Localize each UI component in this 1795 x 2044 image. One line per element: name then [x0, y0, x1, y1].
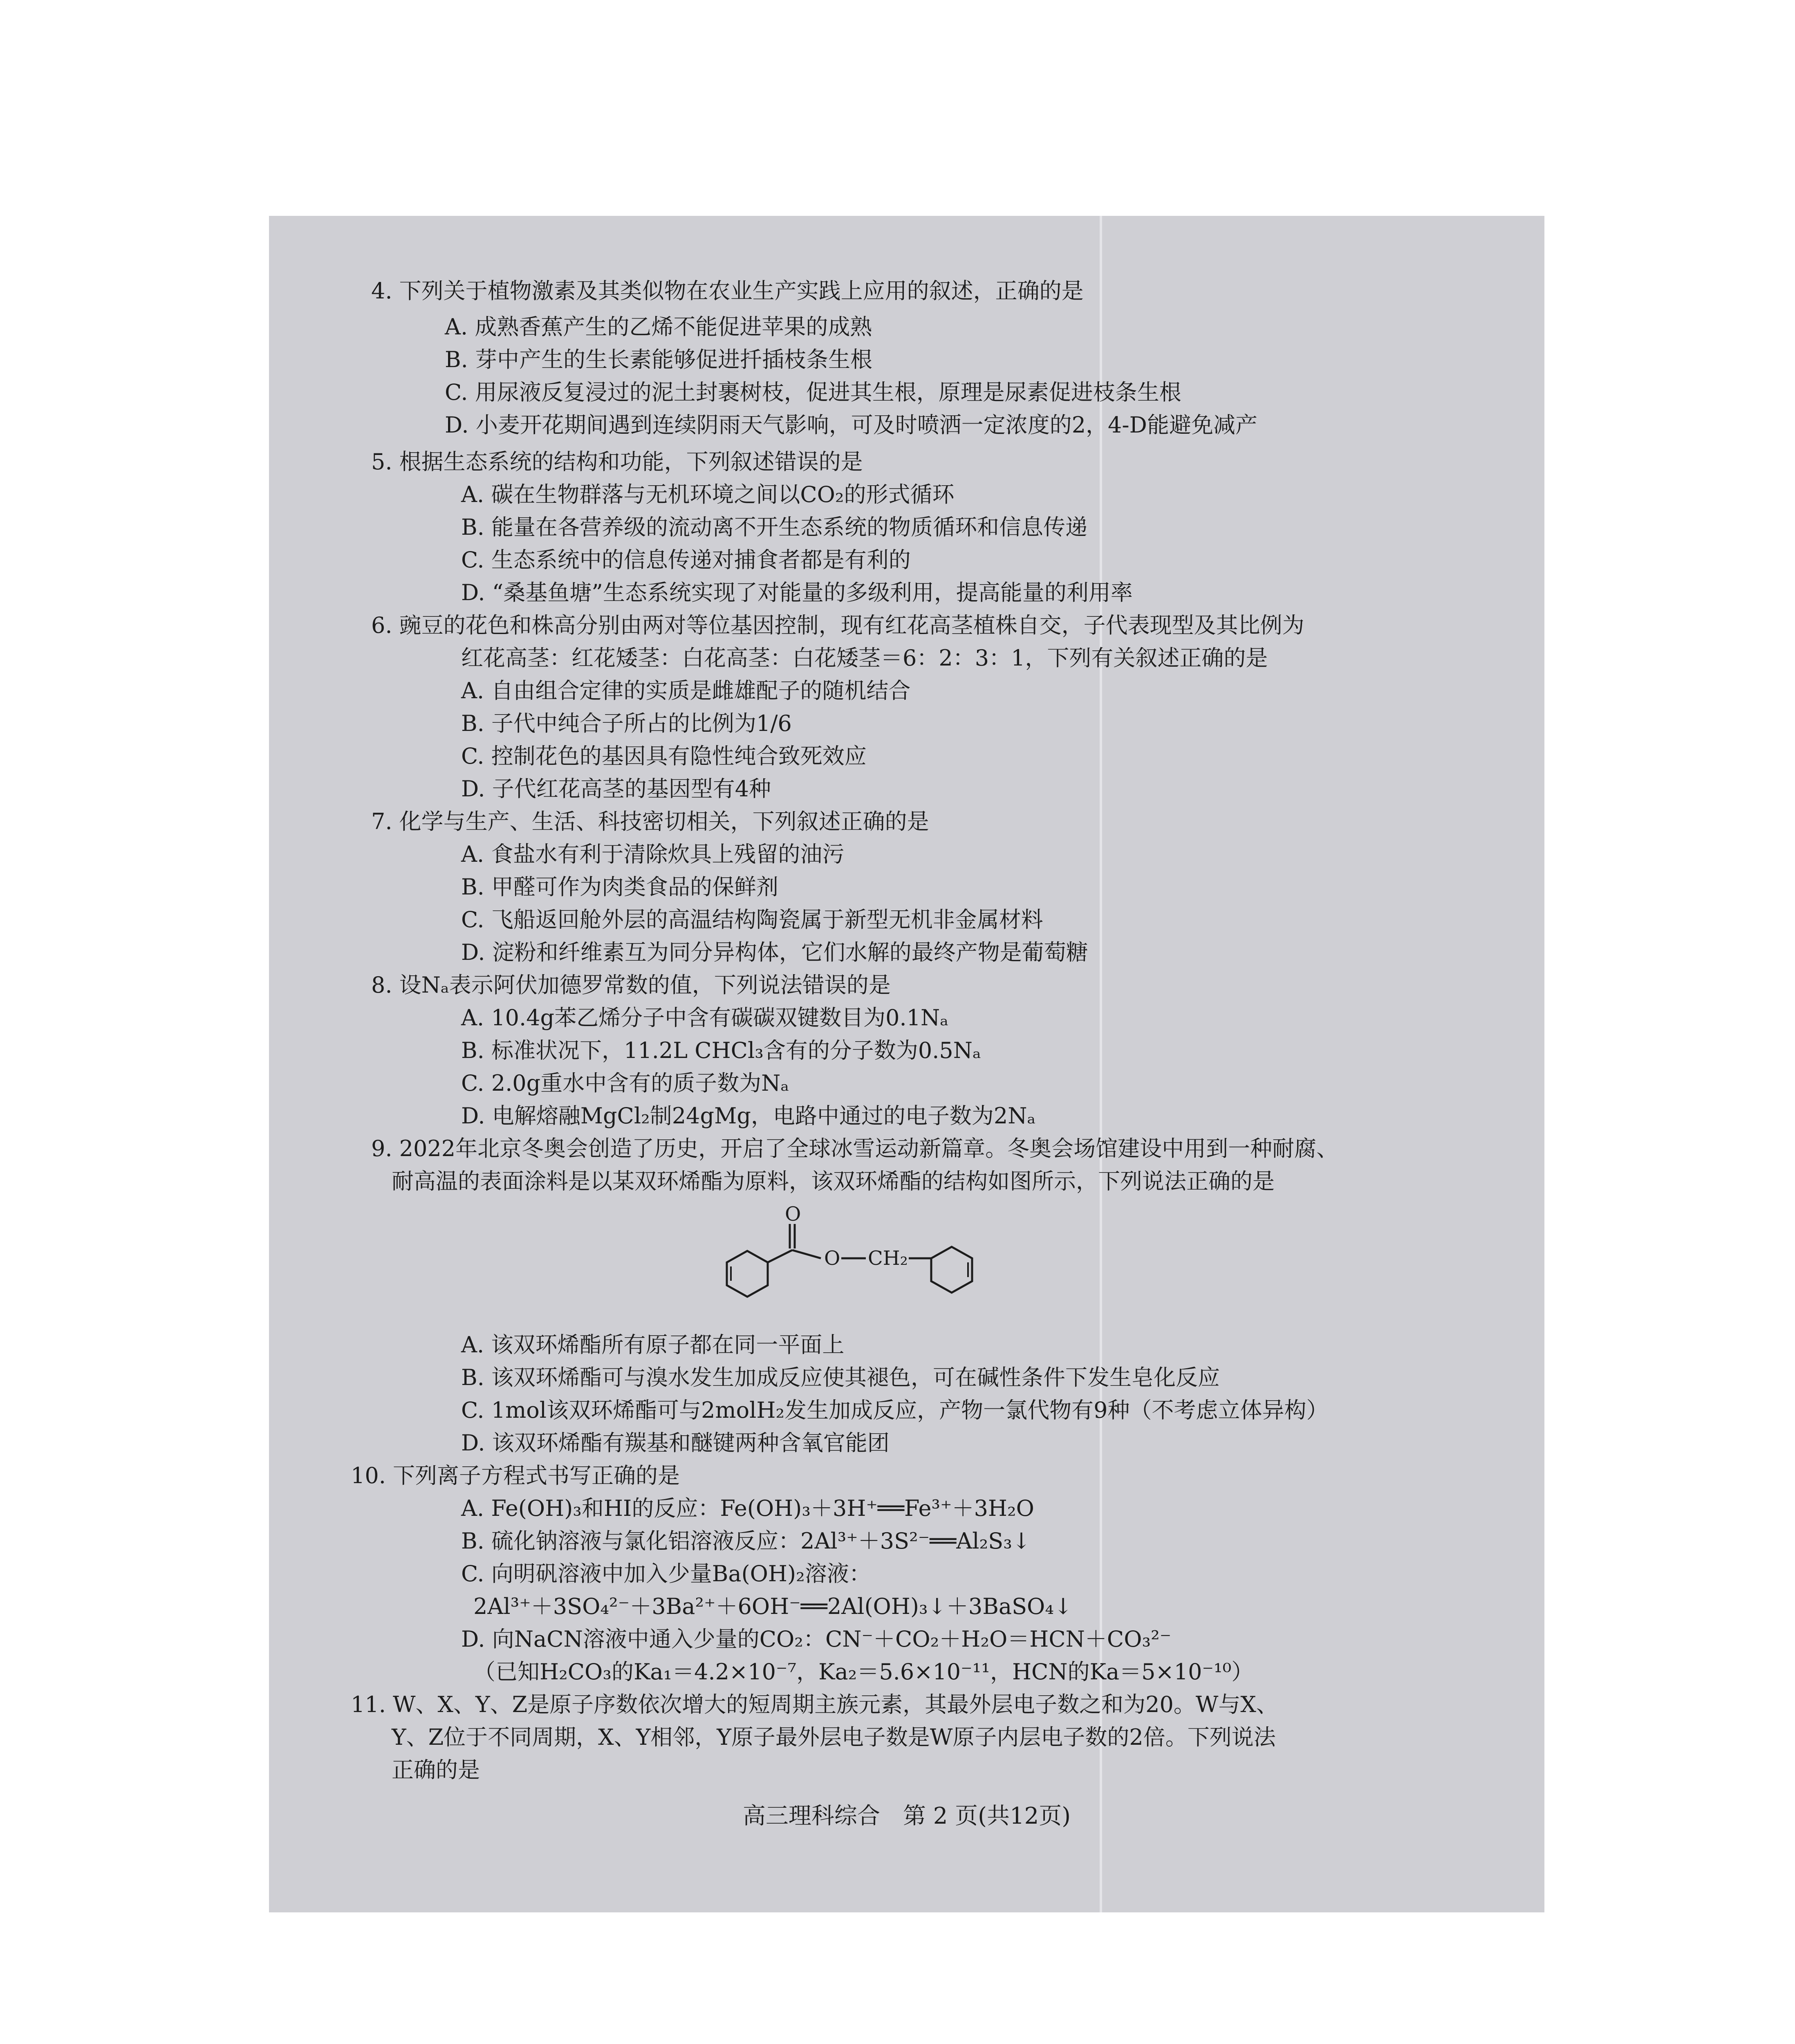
question-5-option-c: C. 生态系统中的信息传递对捕食者都是有利的	[461, 547, 911, 573]
question-7-option-b: B. 甲醛可作为肉类食品的保鲜剂	[461, 874, 779, 900]
question-10-option-a: A. Fe(OH)₃和HI的反应：Fe(OH)₃＋3H⁺══Fe³⁺＋3H₂O	[461, 1495, 1034, 1521]
question-7-stem: 7. 化学与生产、生活、科技密切相关，下列叙述正确的是	[371, 809, 929, 834]
page-footer: 高三理科综合 第 2 页(共12页)	[742, 1803, 1071, 1829]
question-4-option-c: C. 用尿液反复浸过的泥土封裹树枝，促进其生根，原理是尿素促进枝条生根	[445, 379, 1181, 405]
question-10-stem: 10. 下列离子方程式书写正确的是	[351, 1463, 680, 1488]
question-11-stem: 11. W、X、Y、Z是原子序数依次增大的短周期主族元素，其最外层电子数之和为20。W与X、	[351, 1692, 1278, 1717]
carbonyl-oxygen-label: O	[785, 1205, 801, 1226]
question-5-option-b: B. 能量在各营养级的流动离不开生态系统的物质循环和信息传递	[461, 514, 1088, 540]
question-5-stem: 5. 根据生态系统的结构和功能，下列叙述错误的是	[371, 449, 863, 475]
question-6-option-a: A. 自由组合定律的实质是雌雄配子的随机结合	[461, 678, 911, 704]
question-10-option-d-note: （已知H₂CO₃的Ka₁＝4.2×10⁻⁷，Ka₂＝5.6×10⁻¹¹，HCN的Ka＝5×10⁻¹⁰）	[473, 1659, 1254, 1685]
question-9-stem-continued: 耐高温的表面涂料是以某双环烯酯为原料，该双环烯酯的结构如图所示，下列说法正确的是	[392, 1168, 1275, 1194]
question-9-option-d: D. 该双环烯酯有羰基和醚键两种含氧官能团	[461, 1430, 890, 1456]
ester-oxygen-label: O	[824, 1247, 840, 1270]
question-6-option-d: D. 子代红花高茎的基因型有4种	[461, 776, 771, 802]
question-7-option-c: C. 飞船返回舱外层的高温结构陶瓷属于新型无机非金属材料	[461, 907, 1043, 932]
question-5-option-a: A. 碳在生物群落与无机环境之间以CO₂的形式循环	[461, 482, 955, 507]
bicyclic-ester-structure	[702, 1205, 1193, 1328]
question-7-option-d: D. 淀粉和纤维素互为同分异构体，它们水解的最终产物是葡萄糖	[461, 939, 1088, 965]
exam-page	[269, 216, 1544, 1912]
question-10-option-c-equation: 2Al³⁺＋3SO₄²⁻＋3Ba²⁺＋6OH⁻══2Al(OH)₃↓＋3BaSO₄↓	[473, 1594, 1073, 1619]
question-9-option-a: A. 该双环烯酯所有原子都在同一平面上	[461, 1332, 845, 1358]
question-4-stem: 4. 下列关于植物激素及其类似物在农业生产实践上应用的叙述，正确的是	[371, 278, 1084, 304]
question-6-option-c: C. 控制花色的基因具有隐性纯合致死效应	[461, 743, 867, 769]
question-6-option-b: B. 子代中纯合子所占的比例为1/6	[461, 710, 792, 736]
question-8-stem: 8. 设Nₐ表示阿伏加德罗常数的值，下列说法错误的是	[371, 972, 891, 998]
question-6-stem: 6. 豌豆的花色和株高分别由两对等位基因控制，现有红花高茎植株自交，子代表现型及其比例为	[371, 612, 1304, 638]
question-9-option-c: C. 1mol该双环烯酯可与2molH₂发生加成反应，产物一氯代物有9种（不考虑立体异构）	[461, 1397, 1329, 1423]
methylene-label: CH₂	[868, 1247, 908, 1270]
question-6-stem-continued: 红花高茎：红花矮茎：白花高茎：白花矮茎＝6：2：3：1，下列有关叙述正确的是	[461, 645, 1268, 671]
question-11-stem-end: 正确的是	[392, 1757, 480, 1783]
question-7-option-a: A. 食盐水有利于清除炊具上残留的油污	[461, 841, 845, 867]
question-10-option-c: C. 向明矾溶液中加入少量Ba(OH)₂溶液：	[461, 1561, 871, 1587]
question-8-option-d: D. 电解熔融MgCl₂制24gMg，电路中通过的电子数为2Nₐ	[461, 1103, 1036, 1129]
question-10-option-b: B. 硫化钠溶液与氯化铝溶液反应：2Al³⁺＋3S²⁻══Al₂S₃↓	[461, 1528, 1031, 1554]
question-4-option-a: A. 成熟香蕉产生的乙烯不能促进苹果的成熟	[445, 314, 872, 340]
question-4-option-d: D. 小麦开花期间遇到连续阴雨天气影响，可及时喷洒一定浓度的2，4-D能避免减产	[445, 412, 1257, 438]
question-9-stem: 9. 2022年北京冬奥会创造了历史，开启了全球冰雪运动新篇章。冬奥会场馆建设中用到一种耐腐、	[371, 1136, 1339, 1161]
question-4-option-b: B. 芽中产生的生长素能够促进扦插枝条生根	[445, 347, 873, 372]
question-8-option-a: A. 10.4g苯乙烯分子中含有碳碳双键数目为0.1Nₐ	[461, 1005, 949, 1031]
question-5-option-d: D. “桑基鱼塘”生态系统实现了对能量的多级利用，提高能量的利用率	[461, 580, 1133, 605]
question-11-stem-continued: Y、Z位于不同周期，X、Y相邻，Y原子最外层电子数是W原子内层电子数的2倍。下列说法	[392, 1724, 1276, 1750]
question-8-option-c: C. 2.0g重水中含有的质子数为Nₐ	[461, 1070, 789, 1096]
question-8-option-b: B. 标准状况下，11.2L CHCl₃含有的分子数为0.5Nₐ	[461, 1038, 981, 1063]
question-10-option-d: D. 向NaCN溶液中通入少量的CO₂：CN⁻＋CO₂＋H₂O＝HCN＋CO₃²⁻	[461, 1626, 1172, 1652]
question-9-option-b: B. 该双环烯酯可与溴水发生加成反应使其褪色，可在碱性条件下发生皂化反应	[461, 1365, 1220, 1390]
